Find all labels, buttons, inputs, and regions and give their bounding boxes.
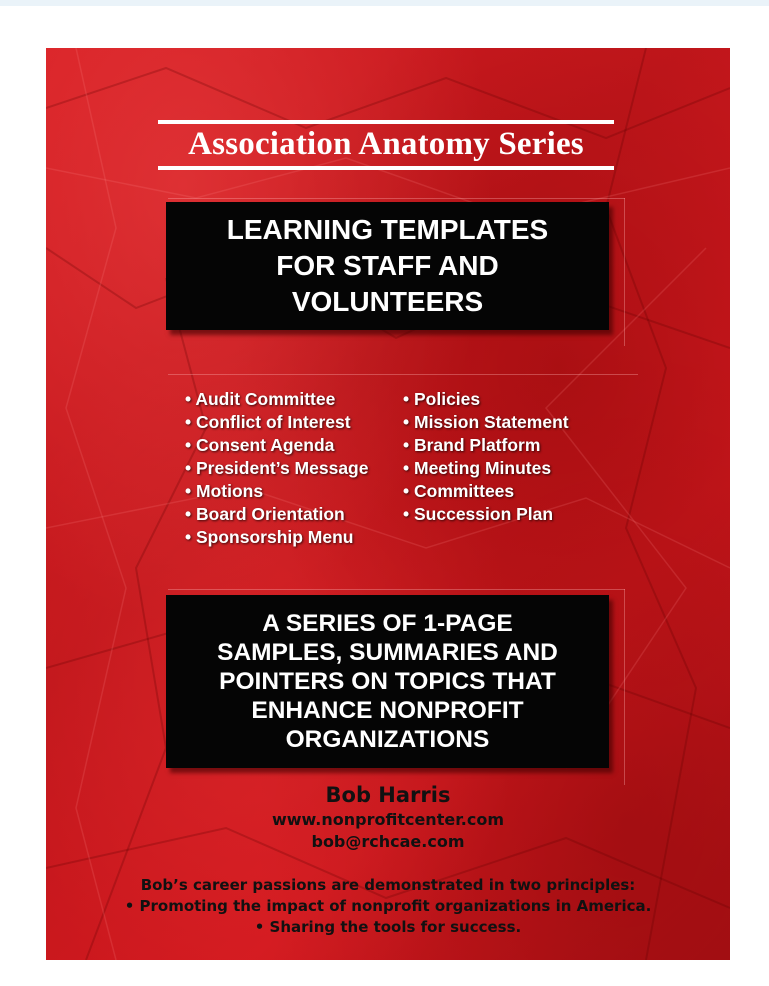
frame-line <box>168 374 638 375</box>
summary-line: ORGANIZATIONS <box>285 726 490 753</box>
topic-item: • Sponsorship Menu <box>185 527 354 547</box>
principles-intro: Bob’s career passions are demonstrated in two principles: <box>140 876 636 894</box>
author-email: bob@rchcae.com <box>311 832 465 851</box>
topic-item: • Motions <box>185 481 264 501</box>
summary-line: A SERIES OF 1-PAGE <box>262 610 513 637</box>
principle-item: • Sharing the tools for success. <box>254 918 522 936</box>
frame-line <box>168 198 625 199</box>
series-title: Association Anatomy Series <box>188 126 584 162</box>
topic-item: • Succession Plan <box>403 504 554 524</box>
summary-box <box>166 595 609 768</box>
topic-item: • Mission Statement <box>403 412 569 432</box>
frame-line <box>624 589 625 785</box>
topic-item: • Meeting Minutes <box>403 458 552 478</box>
topic-item: • Policies <box>403 389 481 409</box>
book-cover <box>46 48 730 960</box>
headline-line: VOLUNTEERS <box>291 286 484 317</box>
summary-line: SAMPLES, SUMMARIES AND <box>217 639 558 666</box>
topic-item: • President’s Message <box>185 458 369 478</box>
topic-item: • Board Orientation <box>185 504 345 524</box>
topic-item: • Consent Agenda <box>185 435 335 455</box>
frame-line <box>168 589 625 590</box>
topic-item: • Conflict of Interest <box>185 412 351 432</box>
topic-item: • Audit Committee <box>185 389 336 409</box>
headline-line: FOR STAFF AND <box>276 250 499 281</box>
principle-item: • Promoting the impact of nonprofit organizations in America. <box>124 897 652 915</box>
summary-line: ENHANCE NONPROFIT <box>251 697 524 724</box>
series-rule-bottom <box>158 166 614 170</box>
top-bar <box>0 0 769 6</box>
principles-block <box>46 875 730 938</box>
series-rule-top <box>158 120 614 124</box>
headline-box <box>166 202 609 330</box>
summary-line: POINTERS ON TOPICS THAT <box>219 668 556 695</box>
headline-line: LEARNING TEMPLATES <box>226 214 549 245</box>
author-name: Bob Harris <box>325 783 451 807</box>
author-website: www.nonprofitcenter.com <box>271 810 505 829</box>
frame-line <box>624 198 625 346</box>
topic-list-left <box>185 388 368 549</box>
topic-list-right <box>403 388 569 526</box>
topic-item: • Brand Platform <box>403 435 541 455</box>
topic-item: • Committees <box>403 481 515 501</box>
